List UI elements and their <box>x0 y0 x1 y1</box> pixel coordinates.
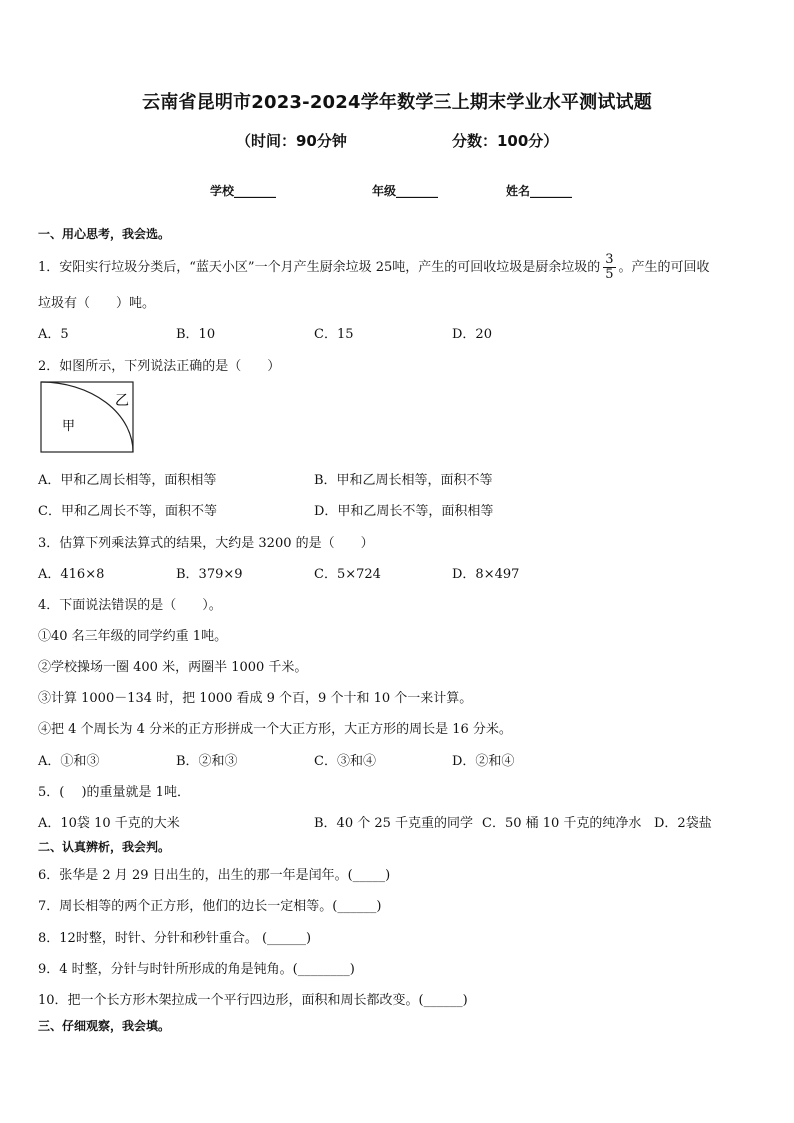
question-1-option-d: D．20 <box>452 327 492 342</box>
section-1-heading: 一、用心思考，我会选。 <box>38 227 171 241</box>
question-5-option-c: C．50 桶 10 千克的纯净水 <box>482 816 642 831</box>
grade-blank: _______ <box>396 184 439 198</box>
question-4-statement-4: ④把 4 个周长为 4 分米的正方形拼成一个大正方形，大正方形的周长是 16 分米。 <box>38 722 512 737</box>
grade-label: 年级 <box>372 184 397 198</box>
square-quarter-circle-diagram <box>38 378 138 456</box>
question-1-line-1 <box>38 253 710 282</box>
question-5-option-a: A．10袋 10 千克的大米 <box>38 816 180 831</box>
question-4-option-d: D．②和④ <box>452 754 515 769</box>
judge-question-8: 8．12时整，时针、分针和秒针重合。 (______) <box>38 931 312 946</box>
name-blank: _______ <box>530 184 573 198</box>
school-field <box>210 182 276 199</box>
page-title: 云南省昆明市2023-2024学年数学三上期末学业水平测试试题 <box>142 92 652 113</box>
fraction-3-5 <box>603 253 615 282</box>
name-label: 姓名 <box>506 184 531 198</box>
fraction-denominator: 5 <box>605 267 614 282</box>
question-5-text: 5．( )的重量就是 1吨． <box>38 785 190 800</box>
question-2-option-c: C．甲和乙周长不等，面积不等 <box>38 504 217 519</box>
grade-field <box>372 182 438 199</box>
question-2-option-d: D．甲和乙周长不等，面积相等 <box>314 504 494 519</box>
school-blank: _______ <box>234 184 277 198</box>
question-1-option-b: B．10 <box>176 327 216 342</box>
section-3-heading: 三、仔细观察，我会填。 <box>38 1019 171 1033</box>
exam-score: 分数：100分） <box>452 132 559 150</box>
question-2-text: 2．如图所示，下列说法正确的是（ ） <box>38 359 281 374</box>
name-field <box>506 182 572 199</box>
question-4-option-b: B．②和③ <box>176 754 238 769</box>
question-4-statement-2: ②学校操场一圈 400 米，两圈半 1000 千米。 <box>38 660 308 675</box>
question-2-option-a: A．甲和乙周长相等，面积相等 <box>38 473 217 488</box>
question-3-text: 3．估算下列乘法算式的结果，大约是 3200 的是（ ） <box>38 536 374 551</box>
school-label: 学校 <box>210 184 235 198</box>
question-1-text-b: 。产生的可回收 <box>618 260 710 275</box>
question-5-option-d: D．2袋盐 <box>654 816 712 831</box>
question-1-option-c: C．15 <box>314 327 354 342</box>
question-4-option-a: A．①和③ <box>38 754 100 769</box>
judge-question-10: 10．把一个长方形木架拉成一个平行四边形，面积和周长都改变。(______) <box>38 993 468 1008</box>
fraction-numerator: 3 <box>605 252 614 267</box>
question-3-option-b: B．379×9 <box>176 567 243 582</box>
section-2-heading: 二、认真辨析，我会判。 <box>38 840 171 854</box>
question-3-option-d: D．8×497 <box>452 567 520 582</box>
judge-question-7: 7．周长相等的两个正方形，他们的边长一定相等。(______) <box>38 899 382 914</box>
question-4-text: 4．下面说法错误的是（ ）。 <box>38 598 222 613</box>
exam-time: （时间：90分钟 <box>236 132 347 150</box>
question-1-text-a: 1．安阳实行垃圾分类后，“蓝天小区”一个月产生厨余垃圾 25吨，产生的可回收垃圾是厨余垃圾的 <box>38 260 601 275</box>
question-4-statement-3: ③计算 1000－134 时，把 1000 看成 9 个百，9 个十和 10 个一来计算。 <box>38 691 473 706</box>
region-yi-label: 乙 <box>115 393 129 409</box>
question-2-option-b: B．甲和乙周长相等，面积不等 <box>314 473 493 488</box>
judge-question-6: 6．张华是 2 月 29 日出生的，出生的那一年是闰年。(_____) <box>38 868 391 883</box>
question-3-option-a: A．416×8 <box>38 567 105 582</box>
region-jia-label: 甲 <box>62 419 76 434</box>
question-5-option-b: B．40 个 25 千克重的同学 <box>314 816 474 831</box>
judge-question-9: 9．4 时整，分针与时针所形成的角是钝角。(________) <box>38 962 355 977</box>
question-4-statement-1: ①40 名三年级的同学约重 1吨。 <box>38 629 228 644</box>
question-3-option-c: C．5×724 <box>314 567 381 582</box>
question-4-option-c: C．③和④ <box>314 754 376 769</box>
question-2-figure <box>38 378 138 460</box>
question-1-option-a: A．5 <box>38 327 69 342</box>
question-1-line-2: 垃圾有（ ）吨。 <box>38 296 156 311</box>
